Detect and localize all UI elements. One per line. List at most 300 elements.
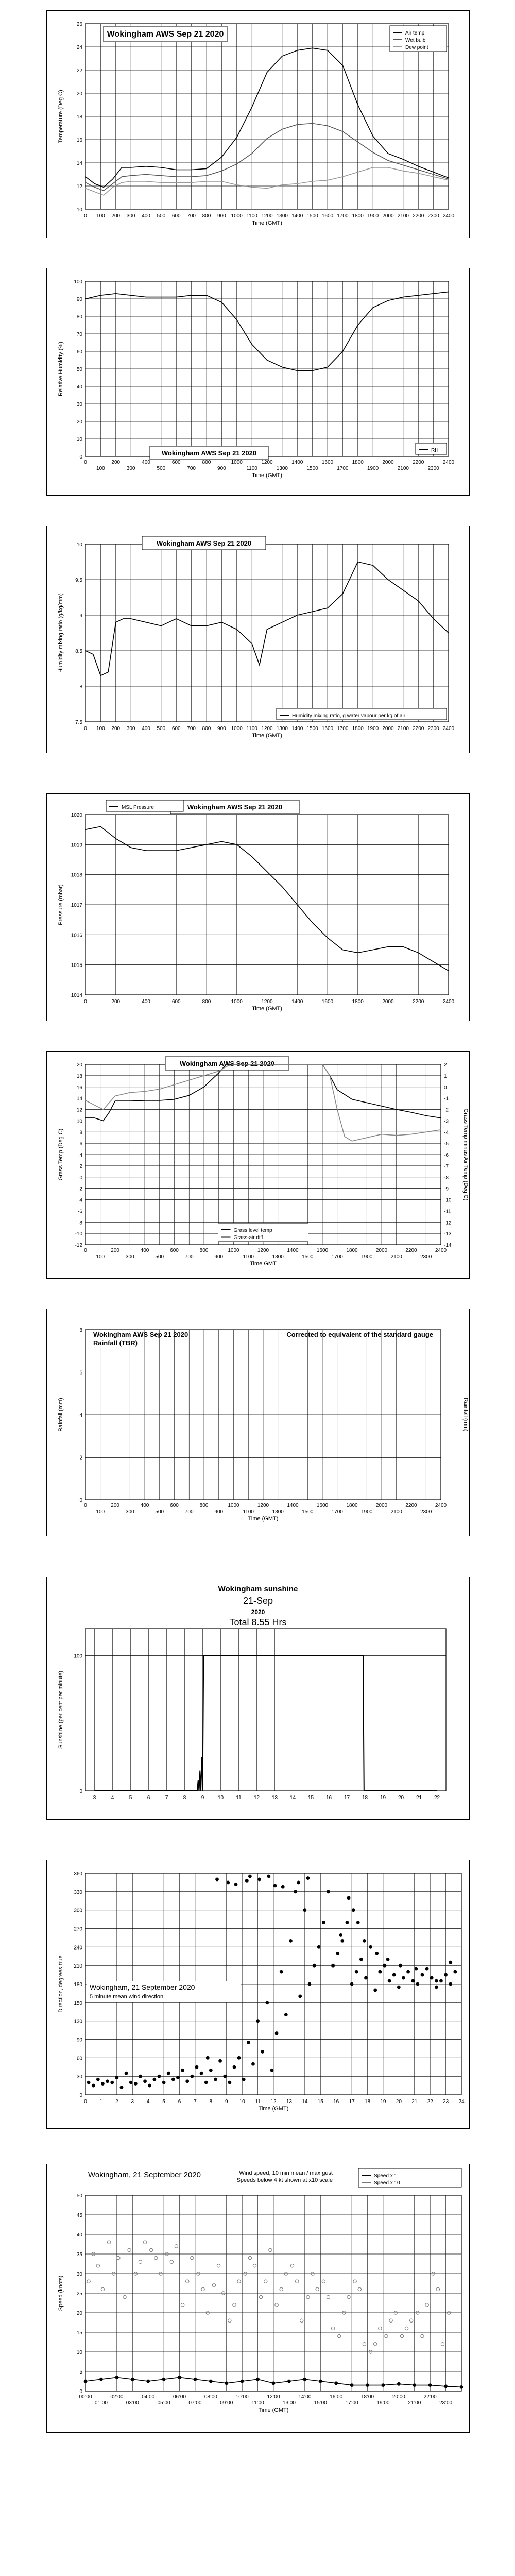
data-point	[425, 1967, 429, 1971]
y-tick-label: 150	[74, 2000, 82, 2006]
x-tick-label: 17	[349, 2099, 355, 2105]
data-point	[430, 1976, 434, 1980]
x-tick-label: 2100	[390, 1509, 402, 1515]
y-tick-label: 16	[76, 138, 82, 143]
x-tick-label: 17	[344, 1795, 350, 1801]
chart-wind-speed-svg	[47, 2164, 469, 2432]
x-tick-label: 700	[187, 213, 196, 219]
data-point	[269, 2248, 272, 2251]
y-tick-label: 6	[79, 1370, 82, 1376]
data-point	[383, 1964, 387, 1968]
y-tick-label: 90	[76, 297, 82, 302]
y-tick-label: 1015	[71, 962, 82, 969]
y-right-tick-label: 2	[444, 1062, 447, 1068]
chart-subtitle: Rainfall (TBR)	[93, 1339, 138, 1347]
x-tick-label: 200	[111, 999, 121, 1005]
x-tick-label: 2100	[397, 466, 409, 471]
data-point	[267, 1875, 270, 1878]
data-point	[248, 2256, 251, 2259]
chart-grass-temp	[46, 1051, 470, 1279]
x-tick-label: 1300	[272, 1254, 284, 1260]
x-tick-label: 18:00	[360, 2394, 374, 2400]
y-tick-label: 45	[76, 2213, 82, 2218]
y-right-tick-label: -5	[444, 1141, 449, 1147]
y-tick-label: 9.5	[75, 578, 82, 583]
x-tick-label: 1100	[243, 1509, 254, 1515]
x-tick-label: 4	[111, 1795, 114, 1801]
y-tick-label: 16	[76, 1084, 82, 1091]
legend-label: RH	[431, 448, 439, 453]
x-tick-label: 1600	[321, 726, 334, 732]
x-tick-label: 19	[380, 1795, 386, 1801]
legend-label: MSL Pressure	[122, 805, 154, 810]
x-tick-label: 1000	[231, 726, 243, 732]
chart-wind-direction-svg	[47, 1860, 469, 2128]
y-axis-label: Direction, degrees true	[58, 1955, 64, 2013]
x-tick-label: 0	[84, 213, 87, 219]
y-right-tick-label: -13	[444, 1231, 452, 1238]
x-tick-label: 10	[217, 1795, 224, 1801]
data-point	[120, 2086, 124, 2089]
x-tick-label: 12	[253, 1795, 260, 1801]
x-tick-label: 24	[458, 2099, 465, 2105]
data-point	[281, 1885, 285, 1889]
data-point	[435, 1979, 438, 1983]
y-tick-label: 4	[79, 1413, 82, 1418]
x-tick-label: 15	[317, 2099, 323, 2105]
data-point	[256, 2019, 260, 2023]
x-axis-label: Time (GMT)	[252, 733, 282, 739]
y-right-tick-label: -14	[444, 1243, 452, 1248]
x-tick-label: 1800	[352, 999, 364, 1005]
x-tick-label: 300	[125, 1254, 134, 1260]
y-tick-label: 100	[74, 279, 82, 285]
x-tick-label: 1700	[337, 726, 349, 732]
data-point	[406, 1970, 410, 1974]
x-tick-label: 400	[142, 213, 150, 219]
data-point	[87, 2081, 91, 2084]
x-tick-label: 600	[171, 213, 181, 219]
chart-title: Wokingham, 21 September 2020	[90, 1983, 195, 1991]
x-tick-label: 0	[84, 726, 87, 732]
x-tick-label: 05:00	[157, 2400, 170, 2406]
x-tick-label: 2300	[420, 1509, 432, 1515]
x-tick-label: 2300	[420, 1254, 432, 1260]
data-point	[128, 2248, 131, 2251]
x-tick-label: 23:00	[439, 2400, 453, 2406]
y-right-tick-label: -9	[444, 1186, 449, 1192]
x-tick-label: 0	[84, 2099, 87, 2105]
data-point	[123, 2295, 126, 2298]
y-tick-label: 0	[79, 454, 82, 460]
x-tick-label: 100	[96, 1509, 105, 1515]
x-tick-label: 100	[96, 213, 105, 219]
data-point	[233, 2065, 236, 2069]
y-right-tick-label: -8	[444, 1175, 449, 1181]
y-right-tick-label: -6	[444, 1153, 449, 1158]
data-point	[181, 2303, 184, 2307]
data-point	[200, 2072, 203, 2075]
x-tick-label: 2100	[397, 726, 409, 732]
x-tick-label: 2300	[427, 726, 439, 732]
x-tick-label: 1400	[287, 1248, 299, 1253]
x-tick-label: 1700	[337, 466, 349, 471]
y-tick-label: 60	[76, 2056, 82, 2062]
data-point	[247, 2041, 250, 2044]
x-tick-label: 100	[96, 726, 105, 732]
x-tick-label: 600	[170, 1248, 179, 1253]
data-point	[313, 1964, 316, 1968]
x-tick-label: 02:00	[110, 2394, 124, 2400]
y-tick-label: 360	[74, 1871, 82, 1877]
x-tick-label: 22	[427, 2099, 433, 2105]
chart-rainfall	[46, 1309, 470, 1536]
data-point	[195, 2065, 199, 2069]
data-point	[392, 1973, 396, 1977]
y-axis-label: Temperature (Deg C)	[58, 90, 64, 143]
x-tick-label: 1800	[352, 460, 364, 465]
legend-label: Wet bulb	[405, 38, 426, 43]
data-point	[242, 2078, 246, 2081]
chart-sunshine-svg	[47, 1577, 469, 1819]
data-point	[316, 2287, 319, 2291]
data-point	[303, 1908, 306, 1912]
x-tick-label: 1000	[231, 213, 243, 219]
y-right-tick-label: -7	[444, 1163, 449, 1170]
data-point	[336, 1952, 339, 1955]
x-tick-label: 1300	[272, 1509, 284, 1515]
y-tick-label: -4	[78, 1197, 82, 1204]
x-tick-label: 100	[96, 1254, 105, 1260]
legend-label: Speed x 1	[374, 2173, 398, 2179]
x-tick-label: 300	[126, 213, 135, 219]
x-tick-label: 1300	[276, 466, 288, 471]
x-tick-label: 1200	[257, 1503, 269, 1509]
y-tick-label: 15	[76, 2330, 82, 2336]
data-point	[217, 2264, 220, 2267]
data-point	[148, 2084, 151, 2088]
legend-label: Speed x 10	[374, 2180, 400, 2186]
x-tick-label: 3	[131, 2099, 134, 2105]
y-tick-label: 1018	[71, 872, 82, 878]
data-point	[359, 1958, 363, 1961]
data-point	[298, 1994, 302, 1998]
data-point	[214, 2078, 217, 2081]
x-tick-label: 2400	[442, 999, 455, 1005]
data-point	[435, 1986, 438, 1989]
x-tick-label: 800	[202, 460, 211, 465]
data-point	[248, 1875, 252, 1878]
data-point	[331, 2327, 334, 2330]
y-tick-label: 14	[76, 1096, 82, 1102]
y-tick-label: 40	[76, 2232, 82, 2238]
legend-label: Grass-air diff	[233, 1235, 263, 1241]
data-point	[322, 2280, 325, 2283]
data-point	[364, 1976, 368, 1980]
y-right-tick-label: -2	[444, 1107, 449, 1113]
data-point	[139, 2260, 142, 2263]
y-tick-label: 7.5	[75, 720, 82, 725]
y-tick-label: 24	[76, 45, 82, 50]
chart-humidity-svg	[47, 268, 469, 495]
chart-annotation: Corrected to equivalent of the standard gauge	[286, 1331, 433, 1338]
x-tick-label: 1200	[261, 726, 273, 732]
data-point	[369, 1945, 372, 1949]
x-tick-label: 600	[171, 999, 181, 1005]
data-point	[295, 2280, 298, 2283]
x-tick-label: 22:00	[423, 2394, 437, 2400]
x-tick-label: 600	[171, 460, 181, 465]
x-tick-label: 15:00	[314, 2400, 327, 2406]
y-tick-label: 180	[74, 1982, 82, 1988]
x-tick-label: 500	[157, 726, 166, 732]
data-point	[233, 2303, 236, 2307]
y-tick-label: 1019	[71, 842, 82, 849]
data-point	[355, 1970, 358, 1974]
x-tick-label: 2000	[382, 726, 394, 732]
x-tick-label: 16:00	[330, 2394, 343, 2400]
data-point	[101, 2287, 104, 2291]
x-tick-label: 1100	[246, 466, 258, 471]
x-tick-label: 1700	[337, 213, 349, 219]
x-tick-label: 1200	[261, 460, 273, 465]
data-point	[273, 1884, 277, 1887]
y-tick-label: 100	[74, 1653, 82, 1659]
data-point	[261, 2050, 264, 2054]
data-point	[87, 2280, 90, 2283]
x-tick-label: 1700	[331, 1509, 343, 1515]
chart-total: Total 8.55 Hrs	[229, 1617, 287, 1628]
data-point	[158, 2075, 161, 2078]
data-point	[237, 2280, 241, 2283]
y-right-tick-label: -10	[444, 1197, 452, 1204]
y-right-tick-label: -12	[444, 1220, 452, 1226]
data-point	[356, 1921, 360, 1924]
x-tick-label: 21	[411, 2099, 418, 2105]
y-tick-label: 1014	[71, 993, 82, 998]
y-tick-label: -12	[75, 1243, 82, 1248]
chart-title: Wokingham AWS Sep 21 2020	[93, 1331, 188, 1338]
x-tick-label: 300	[126, 726, 135, 732]
x-tick-label: 200	[111, 460, 121, 465]
data-point	[218, 2059, 222, 2063]
data-point	[275, 2031, 279, 2035]
y-tick-label: 10	[76, 1118, 82, 1125]
data-point	[143, 2079, 147, 2083]
x-tick-label: 1100	[243, 1254, 254, 1260]
data-point	[154, 2256, 158, 2259]
legend-label: Air temp	[405, 30, 425, 36]
x-tick-label: 1800	[346, 1503, 358, 1509]
x-tick-label: 200	[111, 1503, 119, 1509]
y-right-tick-label: -3	[444, 1118, 449, 1125]
y-tick-label: 0	[79, 2093, 82, 2098]
x-tick-label: 18	[362, 1795, 368, 1801]
data-point	[338, 2334, 341, 2337]
x-tick-label: 03:00	[126, 2400, 139, 2406]
chart-temperature	[46, 10, 470, 238]
x-tick-label: 300	[125, 1509, 134, 1515]
y-tick-label: 1020	[71, 812, 82, 818]
y-tick-label: -2	[78, 1186, 82, 1192]
y-tick-label: 300	[74, 1908, 82, 1914]
chart-rainfall-svg	[47, 1309, 469, 1536]
y-tick-label: 10	[76, 2350, 82, 2355]
data-point	[280, 2287, 283, 2291]
data-point	[350, 1982, 354, 1986]
x-tick-label: 20:00	[392, 2394, 405, 2400]
y-tick-label: 6	[79, 1141, 82, 1147]
x-tick-label: 500	[155, 1509, 164, 1515]
x-tick-label: 2000	[382, 999, 394, 1005]
y-tick-label: 8	[79, 684, 82, 690]
data-point	[290, 2264, 294, 2267]
chart-title: Wokingham AWS Sep 21 2020	[161, 449, 257, 457]
x-tick-label: 6	[178, 2099, 181, 2105]
y-tick-label: 50	[76, 2193, 82, 2199]
x-tick-label: 2200	[405, 1248, 417, 1253]
x-tick-label: 1100	[246, 726, 258, 732]
data-point	[347, 2295, 350, 2298]
x-tick-label: 500	[157, 213, 166, 219]
y-tick-label: 80	[76, 314, 82, 320]
x-tick-label: 800	[202, 726, 211, 732]
x-tick-label: 1500	[302, 1509, 314, 1515]
x-tick-label: 1500	[306, 726, 318, 732]
data-point	[181, 2069, 184, 2072]
x-tick-label: 09:00	[220, 2400, 233, 2406]
data-point	[294, 1890, 297, 1893]
x-tick-label: 16	[325, 1795, 332, 1801]
data-point	[251, 2062, 255, 2066]
x-tick-label: 2100	[397, 213, 409, 219]
chart-subtitle: Speeds below 4 kt shown at x10 scale	[236, 2177, 333, 2183]
x-tick-label: 06:00	[173, 2394, 186, 2400]
data-point	[228, 2319, 231, 2322]
x-tick-label: 08:00	[204, 2394, 217, 2400]
x-axis-label: Time (GMT)	[258, 2407, 289, 2413]
x-tick-label: 2400	[442, 213, 455, 219]
x-axis-label: Time (GMT)	[258, 2106, 289, 2112]
y-tick-label: 4	[79, 1153, 82, 1158]
y-tick-label: 20	[76, 419, 82, 425]
data-point	[397, 1986, 401, 1989]
data-point	[386, 1958, 390, 1961]
y-tick-label: 20	[76, 1062, 82, 1068]
x-tick-label: 700	[187, 466, 196, 471]
x-tick-label: 1600	[321, 213, 334, 219]
y-tick-label: 0	[79, 1175, 82, 1181]
y-axis-label-right: Grass Temp minus Air Temp (Deg C)	[462, 1108, 469, 1201]
x-tick-label: 18	[364, 2099, 371, 2105]
x-tick-label: 0	[84, 460, 87, 465]
y-tick-label: 30	[76, 2074, 82, 2080]
x-tick-label: 22	[434, 1795, 440, 1801]
data-point	[297, 1881, 300, 1885]
x-tick-label: 0	[84, 1503, 87, 1509]
x-tick-label: 7	[194, 2099, 197, 2105]
x-tick-label: 2300	[427, 466, 439, 471]
y-tick-label: 8	[79, 1130, 82, 1136]
x-tick-label: 800	[202, 999, 211, 1005]
x-tick-label: 12:00	[267, 2394, 280, 2400]
x-tick-label: 2	[115, 2099, 118, 2105]
data-point	[167, 2072, 170, 2075]
chart-subtitle: 5 minute mean wind direction	[90, 1994, 164, 2000]
data-point	[339, 1933, 342, 1937]
x-axis-label: Time (GMT)	[248, 1516, 279, 1522]
x-tick-label: 2400	[442, 726, 455, 732]
y-tick-label: 1016	[71, 933, 82, 939]
x-tick-label: 13	[271, 1795, 278, 1801]
data-point	[306, 1876, 310, 1880]
data-point	[258, 1878, 261, 1882]
x-tick-label: 14:00	[298, 2394, 312, 2400]
y-tick-label: 18	[76, 114, 82, 120]
y-tick-label: 8	[79, 1328, 82, 1333]
x-tick-label: 1500	[306, 213, 318, 219]
x-tick-label: 800	[202, 213, 211, 219]
x-tick-label: 1500	[302, 1254, 314, 1260]
x-tick-label: 14	[302, 2099, 308, 2105]
y-axis-label-right: Rainfall (mm)	[462, 1398, 469, 1432]
y-tick-label: 22	[76, 68, 82, 74]
x-tick-label: 400	[142, 726, 150, 732]
y-tick-label: 1017	[71, 903, 82, 908]
x-tick-label: 2400	[435, 1248, 447, 1253]
legend-label: Humidity mixing ratio, g water vapour per kg of air	[292, 713, 406, 719]
y-tick-label: 0	[79, 2389, 82, 2395]
chart-title: Wokingham AWS Sep 21 2020	[187, 803, 283, 811]
x-tick-label: 1	[99, 2099, 103, 2105]
x-tick-label: 400	[142, 999, 150, 1005]
x-tick-label: 1800	[346, 1248, 358, 1253]
x-tick-label: 2300	[427, 213, 439, 219]
data-point	[223, 2075, 227, 2078]
data-point	[327, 2295, 330, 2298]
data-point	[363, 2343, 366, 2346]
y-tick-label: -8	[78, 1220, 82, 1226]
x-tick-label: 700	[184, 1254, 194, 1260]
chart-title: Wokingham, 21 September 2020	[88, 2171, 201, 2179]
y-tick-label: 30	[76, 402, 82, 408]
x-tick-label: 15	[307, 1795, 314, 1801]
x-tick-label: 2400	[442, 460, 455, 465]
y-tick-label: -6	[78, 1209, 82, 1215]
x-tick-label: 5	[129, 1795, 132, 1801]
data-point	[375, 1952, 379, 1955]
x-tick-label: 400	[140, 1248, 149, 1253]
x-axis-label: Time (GMT)	[252, 1006, 282, 1012]
x-tick-label: 13	[286, 2099, 292, 2105]
x-tick-label: 1400	[291, 999, 303, 1005]
data-point	[399, 1964, 402, 1968]
data-point	[185, 2079, 189, 2083]
data-point	[259, 2295, 262, 2298]
x-tick-label: 2000	[382, 213, 394, 219]
x-tick-label: 19:00	[376, 2400, 390, 2406]
chart-title: Wokingham AWS Sep 21 2020	[107, 30, 224, 39]
x-tick-label: 200	[111, 726, 121, 732]
data-point	[327, 1890, 330, 1893]
data-point	[374, 2343, 377, 2346]
data-point	[353, 2280, 356, 2283]
data-point	[175, 2245, 178, 2248]
x-tick-label: 1000	[228, 1248, 239, 1253]
data-point	[234, 1883, 238, 1886]
x-tick-label: 1400	[287, 1503, 299, 1509]
chart-wind-speed	[46, 2164, 470, 2433]
